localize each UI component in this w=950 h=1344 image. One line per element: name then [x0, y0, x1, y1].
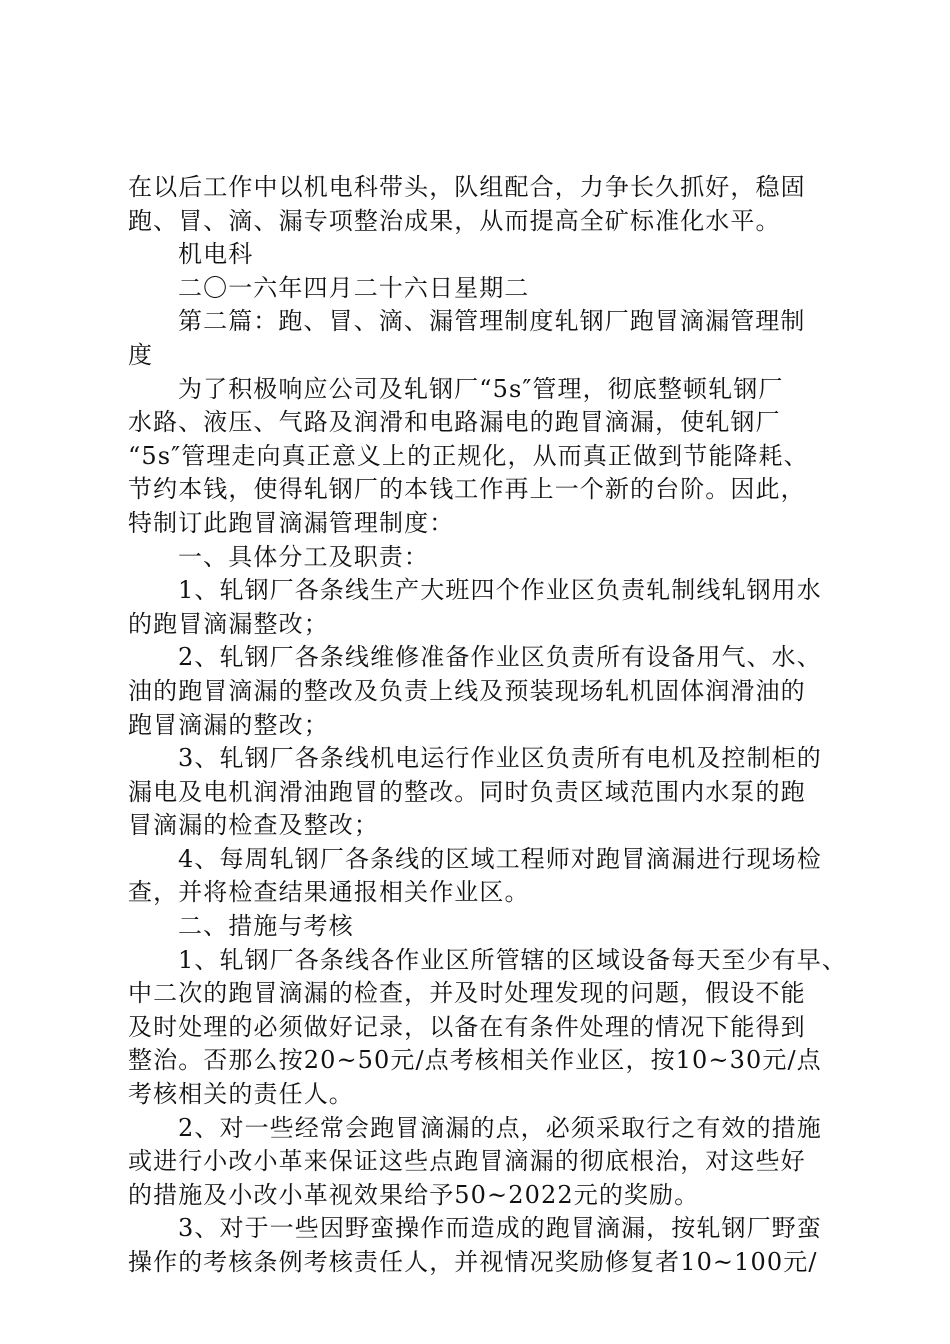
- signature-date: 二〇一六年四月二十六日星期二: [178, 273, 530, 302]
- section-title: 第二篇：跑、冒、滴、漏管理制度轧钢厂跑冒滴漏管理制: [178, 307, 806, 336]
- text-line: 2、对一些经常会跑冒滴漏的点，必须采取行之有效的措施: [178, 1113, 822, 1142]
- text-line: 考核相关的责任人。: [128, 1080, 354, 1109]
- text-line: 1、轧钢厂各条线各作业区所管辖的区域设备每天至少有早、: [178, 945, 847, 974]
- text-line: 查，并将检查结果通报相关作业区。: [128, 878, 530, 907]
- subsection-heading: 一、具体分工及职责：: [178, 542, 429, 571]
- text-line: 整治。否那么按20~50元/点考核相关作业区，按10~30元/点: [128, 1046, 822, 1075]
- text-line: 中二次的跑冒滴漏的检查，并及时处理发现的问题，假设不能: [128, 979, 806, 1008]
- text-line: 冒滴漏的检查及整改；: [128, 811, 379, 840]
- text-line: 跑、冒、滴、漏专项整治成果，从而提高全矿标准化水平。: [128, 206, 781, 235]
- text-line: 操作的考核条例考核责任人，并视情况奖励修复者10~100元/: [128, 1248, 818, 1276]
- text-line: 节约本钱，使得轧钢厂的本钱工作再上一个新的台阶。因此，: [128, 475, 806, 504]
- text-line: 4、每周轧钢厂各条线的区域工程师对跑冒滴漏进行现场检: [178, 844, 822, 873]
- text-line: 2、轧钢厂各条线维修准备作业区负责所有设备用气、水、: [178, 643, 822, 672]
- subsection-heading: 二、措施与考核: [178, 912, 354, 941]
- text-line: 在以后工作中以机电科带头，队组配合，力争长久抓好，稳固: [128, 173, 806, 201]
- text-line: 油的跑冒滴漏的整改及负责上线及预装现场轧机固体润滑油的: [128, 676, 806, 705]
- text-line: 漏电及电机润滑油跑冒的整改。同时负责区域范围内水泵的跑: [128, 777, 806, 806]
- text-line: 3、对于一些因野蛮操作而造成的跑冒滴漏，按轧钢厂野蛮: [178, 1214, 822, 1243]
- text-line: 特制订此跑冒滴漏管理制度：: [128, 508, 455, 537]
- text-line: 或进行小改小革来保证这些点跑冒滴漏的彻底根治，对这些好: [128, 1147, 806, 1176]
- document-body: [128, 171, 847, 1280]
- text-line: 及时处理的必须做好记录，以备在有条件处理的情况下能得到: [128, 1012, 806, 1041]
- text-line: 跑冒滴漏的整改；: [128, 710, 329, 739]
- text-line: 1、轧钢厂各条线生产大班四个作业区负责轧制线轧钢用水: [178, 576, 822, 605]
- signature-department: 机电科: [178, 240, 254, 269]
- text-line: 水路、液压、气路及润滑和电路漏电的跑冒滴漏，使轧钢厂: [128, 408, 781, 437]
- text-line: 3、轧钢厂各条线机电运行作业区负责所有电机及控制柜的: [178, 744, 822, 773]
- text-line: 的跑冒滴漏整改；: [128, 609, 329, 638]
- text-line: 为了积极响应公司及轧钢厂“5s″管理，彻底整顿轧钢厂: [178, 374, 784, 403]
- text-line: 的措施及小改小革视效果给予50~2022元的奖励。: [128, 1180, 700, 1209]
- section-title-continued: 度: [128, 340, 154, 369]
- text-line: “5s″管理走向真正意义上的正规化，从而真正做到节能降耗、: [128, 441, 809, 470]
